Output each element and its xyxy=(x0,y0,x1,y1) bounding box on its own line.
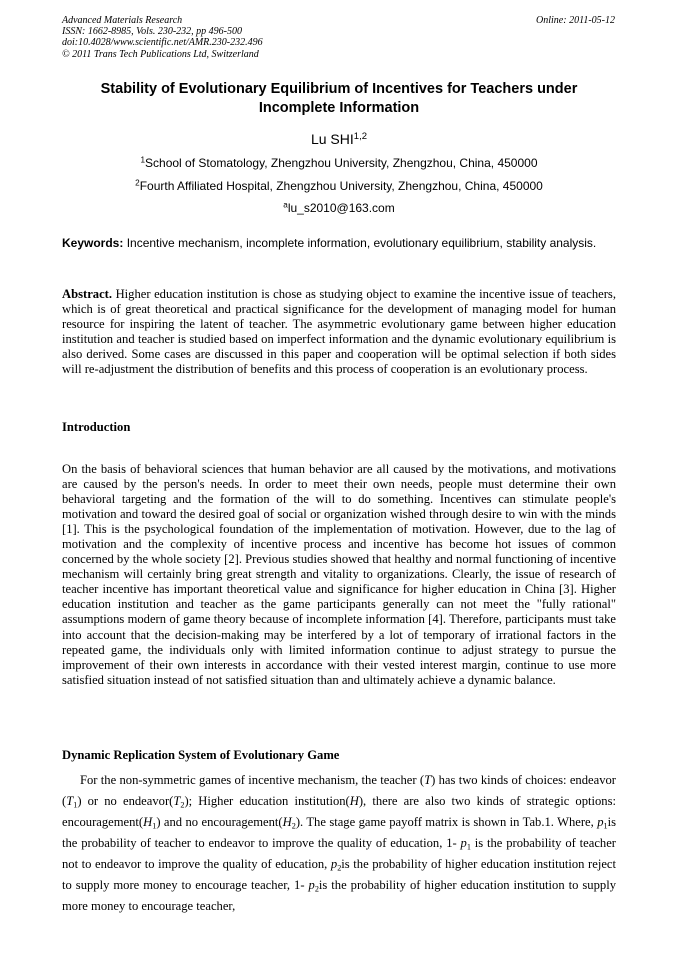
dyn-text-6: ) and no encouragement( xyxy=(156,815,283,829)
affiliation-2-sup: 2 xyxy=(135,178,140,188)
abstract-text: Higher education institution is chose as studying object to examine the incentive issue of teachers, which is of great theoretical and practical significance for the development of managing model for human resource for inspiring the latent of teacher. The asymmetric evolutionary game between higher education institution and teacher is studied based on imperfect information and the dynamic evolutionary equilibrium is also derived. Some cases are discussed in this paper and cooperation will be optimal selection if both sides will re-adjustment the distribution of benefits and this process of cooperation is an evolutionary process. xyxy=(62,287,616,377)
dyn-text-4: ); Higher education institution( xyxy=(184,794,350,808)
dyn-text-10: is the probability of higher education institution reject to supply more money to encourage teacher, 1- xyxy=(62,857,616,892)
affiliation-1-text: School of Stomatology, Zhengzhou University, Zhengzhou, China, 450000 xyxy=(145,156,538,170)
math-T: T xyxy=(424,773,432,787)
keywords-label: Keywords: xyxy=(62,236,124,250)
math-H2: H xyxy=(282,815,292,829)
author-sup: 1,2 xyxy=(353,130,368,142)
math-sub-1d: 1 xyxy=(466,842,471,852)
affiliation-1-sup: 1 xyxy=(140,155,146,165)
introduction-body: On the basis of behavioral sciences that human behavior are all caused by the motivations, and motivations are caused by the person's needs. In order to meet their own needs, people must determine their own behavioral targeting and the formation of the will to do something. Incentives can stimulate people's motivation and toward the desired goal of social or organization wished through desire to win with the minds [1]. This is the psychological foundation of the implementation of motivation. However, due to the lag of motivation and the complexity of incentive process and incentive has become hot issues of common concerned by the whole society [2]. Previous studies showed that healthy and normal functioning of incentive mechanism will certainly bring great strength and vitality to organizations. Clearly, the issue of research of teacher incentive has important theoretical value and significance for higher education in China [3]. Higher education institution and teacher as the game participants generally can not meet the "fully rational" assumptions modern of game theory because of incomplete information [4]. Therefore, participants must take into account that the decision-making may be interfered by a lot of temporary of irrational factors in the repeated game, the individuals only with limited information continue to adjust strategy to pursue the improvement of their own interests in accordance with their vested interest margin, continue to use more satisfied situation instead of not satisfied situation than and ultimately achieve a dynamic balance. xyxy=(62,462,616,687)
math-p2b: p xyxy=(308,878,315,892)
math-p1b: p xyxy=(460,836,467,850)
math-H: H xyxy=(349,794,359,808)
dyn-text-1: For the non-symmetric games of incentive mechanism, the teacher ( xyxy=(80,773,425,787)
affiliation-2-text: Fourth Affiliated Hospital, Zhengzhou University, Zhengzhou, China, 450000 xyxy=(139,179,543,193)
math-sub-1a: 1 xyxy=(73,800,78,810)
paper-title: Stability of Evolutionary Equilibrium of Incentives for Teachers under Incomplete Information xyxy=(100,81,578,116)
abstract xyxy=(62,287,616,377)
dyn-text-8: is the probability of teacher to endeavor to improve the quality of education, 1- xyxy=(62,815,616,850)
dynamic-body xyxy=(62,770,616,917)
dyn-text-2: ) has two kinds of choices: endeavor ( xyxy=(62,773,616,808)
author-email[interactable] xyxy=(62,201,616,215)
abstract-label: Abstract. xyxy=(62,287,113,301)
math-H1: H xyxy=(143,815,153,829)
math-sub-1c: 1 xyxy=(603,821,608,831)
math-sub-2b: 2 xyxy=(291,821,296,831)
dyn-text-7: ). The stage game payoff matrix is shown in Tab.1. Where, xyxy=(295,815,598,829)
dyn-text-5: ), there are also two kinds of strategic options: encouragement( xyxy=(62,794,616,829)
math-sub-2d: 2 xyxy=(314,884,319,894)
keywords-text: Incentive mechanism, incomplete information, evolutionary equilibrium, stability analysis. xyxy=(126,236,597,250)
dyn-text-11: is the probability of higher education institution to supply more money to encourage teacher, xyxy=(62,878,616,913)
author-line xyxy=(62,131,616,147)
email-sup: a xyxy=(283,200,288,210)
introduction-heading: Introduction xyxy=(62,420,131,434)
math-p2: p xyxy=(330,857,338,871)
affiliation-2 xyxy=(62,179,616,193)
keywords xyxy=(62,236,616,251)
math-sub-1b: 1 xyxy=(152,821,157,831)
affiliation-1 xyxy=(62,156,616,170)
author-name: Lu SHI xyxy=(310,131,354,147)
math-T1: T xyxy=(66,794,74,808)
email-text[interactable]: lu_s2010@163.com xyxy=(287,201,395,215)
math-sub-2c: 2 xyxy=(337,863,342,873)
doi-line: doi:10.4028/www.scientific.net/AMR.230-232.496 xyxy=(62,37,263,49)
dynamic-heading: Dynamic Replication System of Evolutionary Game xyxy=(62,748,340,762)
journal-metadata xyxy=(62,15,263,60)
online-date: Online: 2011-05-12 xyxy=(536,15,615,26)
copyright-line: © 2011 Trans Tech Publications Ltd, Switzerland xyxy=(62,48,259,60)
math-p1: p xyxy=(597,815,604,829)
dyn-text-9: is the probability of teacher not to endeavor to improve the quality of education, xyxy=(62,836,616,871)
journal-name: Advanced Materials Research xyxy=(62,15,183,26)
issn-line: ISSN: 1662-8985, Vols. 230-232, pp 496-500 xyxy=(62,26,242,38)
math-T2: T xyxy=(173,794,181,808)
math-sub-2a: 2 xyxy=(180,800,185,810)
dyn-text-3: ) or no endeavor( xyxy=(77,794,174,808)
